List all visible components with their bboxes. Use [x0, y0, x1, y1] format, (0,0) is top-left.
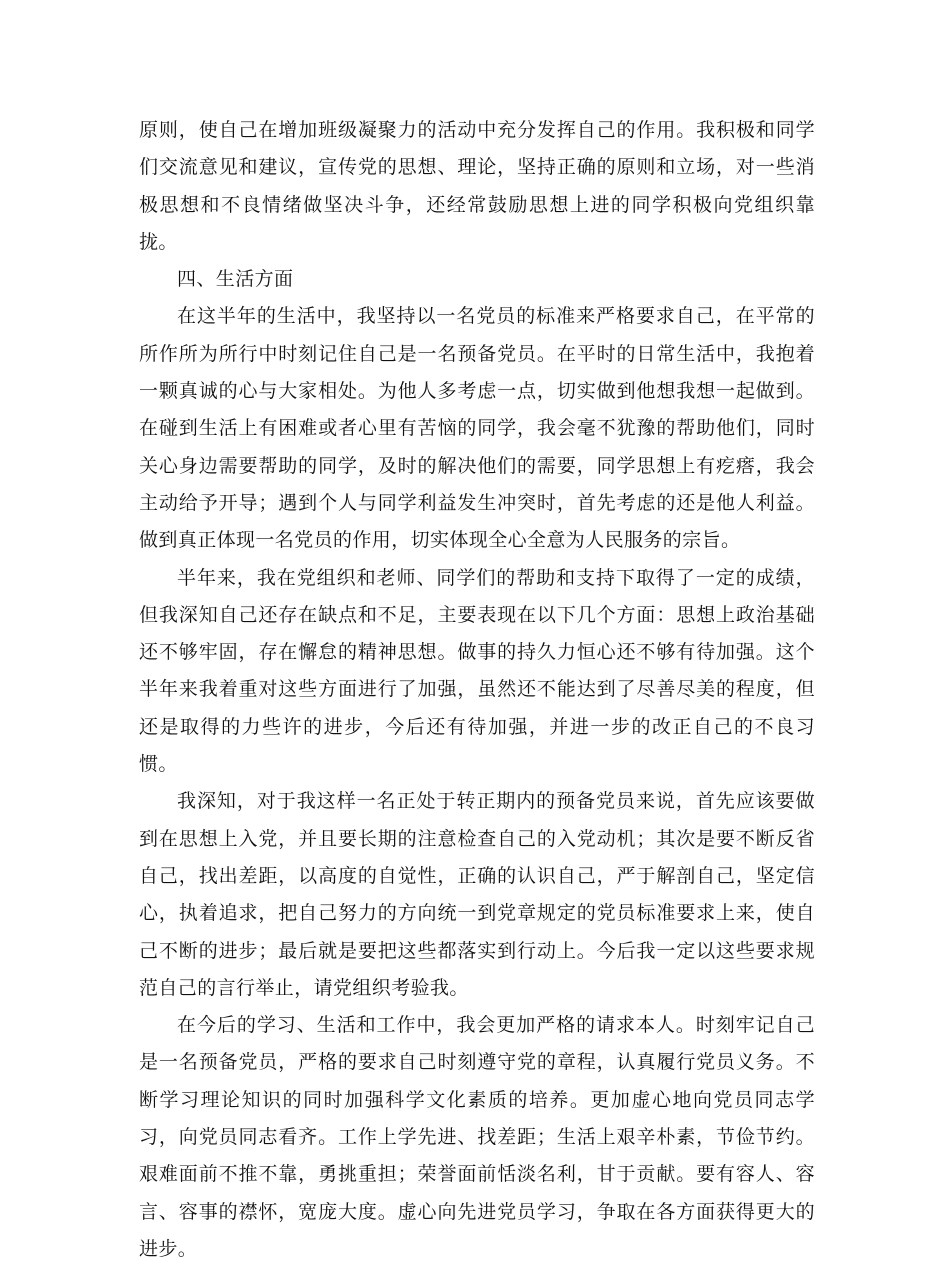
paragraph-continuation: 原则，使自己在增加班级凝聚力的活动中充分发挥自己的作用。我积极和同学们交流意见和建议，宣传党的思想、理论，坚持正确的原则和立场，对一些消极思想和不良情绪做坚决斗争，还经常鼓励思想上进的同学积极向党组织靠拢。: [139, 119, 815, 253]
paragraph-self-awareness: 我深知，对于我这样一名正处于转正期内的预备党员来说，首先应该要做到在思想上入党，并且要长期的注意检查自己的入党动机；其次是要不断反省自己，找出差距，以高度的自觉性，正确的认识自己，严于解剖自己，坚定信心，执着追求，把自己努力的方向统一到党章规定的党员标准要求上来，使自己不断的进步；最后就是要把这些都落实到行动上。今后我一定以这些要求规范自己的言行举止，请党组织考验我。: [139, 790, 815, 999]
paragraph-shortcomings: 半年来，我在党组织和老师、同学们的帮助和支持下取得了一定的成绩，但我深知自己还存在缺点和不足，主要表现在以下几个方面：思想上政治基础还不够牢固，存在懈怠的精神思想。做事的持久力恒心还不够有待加强。这个半年来我着重对这些方面进行了加强，虽然还不能达到了尽善尽美的程度，但还是取得的力些许的进步，今后还有待加强，并进一步的改正自己的不良习惯。: [139, 566, 815, 776]
section-heading-life: 四、生活方面: [177, 268, 294, 291]
document-body: [139, 112, 815, 1268]
paragraph-future-commitment: 在今后的学习、生活和工作中，我会更加严格的请求本人。时刻牢记自己是一名预备党员，严格的要求自己时刻遵守党的章程，认真履行党员义务。不断学习理论知识的同时加强科学文化素质的培养。更加虚心地向党员同志学习，向党员同志看齐。工作上学先进、找差距；生活上艰辛朴素，节俭节约。艰难面前不推不靠，勇挑重担；荣誉面前恬淡名利，甘于贡献。要有容人、容言、容事的襟怀，宽庞大度。虚心向先进党员学习，争取在各方面获得更大的进步。: [139, 1014, 815, 1260]
paragraph-life: 在这半年的生活中，我坚持以一名党员的标准来严格要求自己，在平常的所作所为所行中时刻记住自己是一名预备党员。在平时的日常生活中，我抱着一颗真诚的心与大家相处。为他人多考虑一点，切实做到他想我想一起做到。在碰到生活上有困难或者心里有苦恼的同学，我会毫不犹豫的帮助他们，同时关心身边需要帮助的同学，及时的解决他们的需要，同学思想上有疙瘩，我会主动给予开导；遇到个人与同学利益发生冲突时，首先考虑的还是他人利益。做到真正体现一名党员的作用，切实体现全心全意为人民服务的宗旨。: [139, 305, 815, 552]
